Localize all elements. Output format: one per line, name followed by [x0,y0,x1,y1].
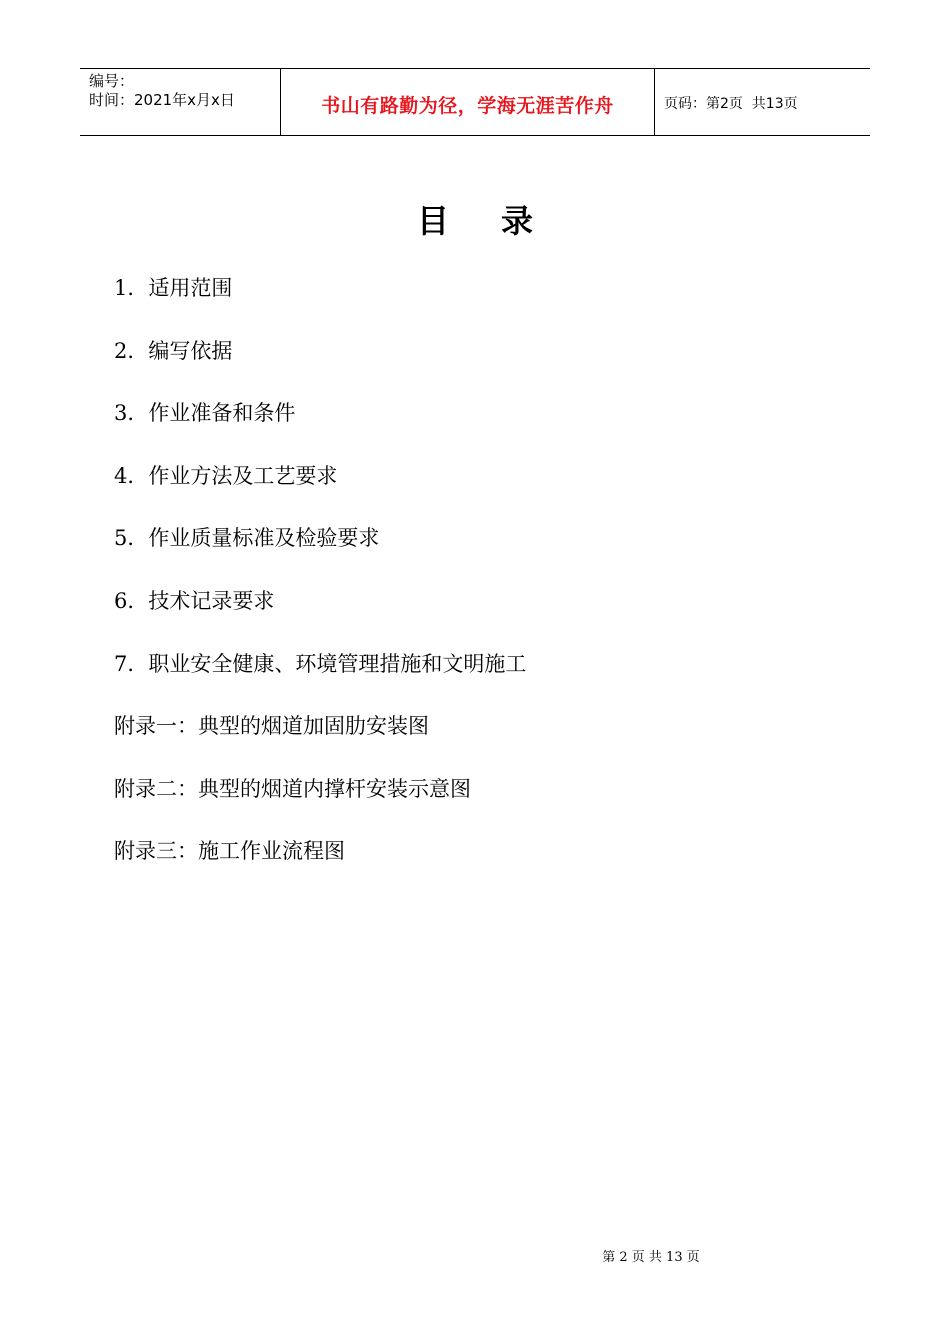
toc-item: 附录二：典型的烟道内撑杆安装示意图 [114,776,471,801]
serial-number-label: 编号： [89,72,135,90]
header-page-number: 页码：第2页 共13页 [664,96,798,112]
toc-item: 5．作业质量标准及检验要求 [114,526,380,551]
motto-text: 书山有路勤为径，学海无涯苦作舟 [321,94,614,117]
page-header [80,68,870,136]
toc-item: 2．编写依据 [114,338,233,363]
toc-item: 附录三：施工作业流程图 [114,839,345,864]
toc-item: 1．适用范围 [114,276,233,300]
toc-item: 6．技术记录要求 [114,588,275,613]
header-meta-cell [80,69,281,135]
toc-list [114,270,526,896]
header-page-cell [655,69,870,135]
toc-item: 3．作业准备和条件 [114,401,296,426]
time-label: 时间：2021年x月x日 [89,91,235,109]
toc-item: 4．作业方法及工艺要求 [114,463,338,488]
toc-title: 目录 [416,202,585,240]
header-motto-cell [281,69,655,135]
toc-item: 附录一：典型的烟道加固肋安装图 [114,714,429,739]
toc-item: 7．职业安全健康、环境管理措施和文明施工 [114,651,527,676]
page-footer: 第 2 页 共 13 页 [602,1250,700,1265]
